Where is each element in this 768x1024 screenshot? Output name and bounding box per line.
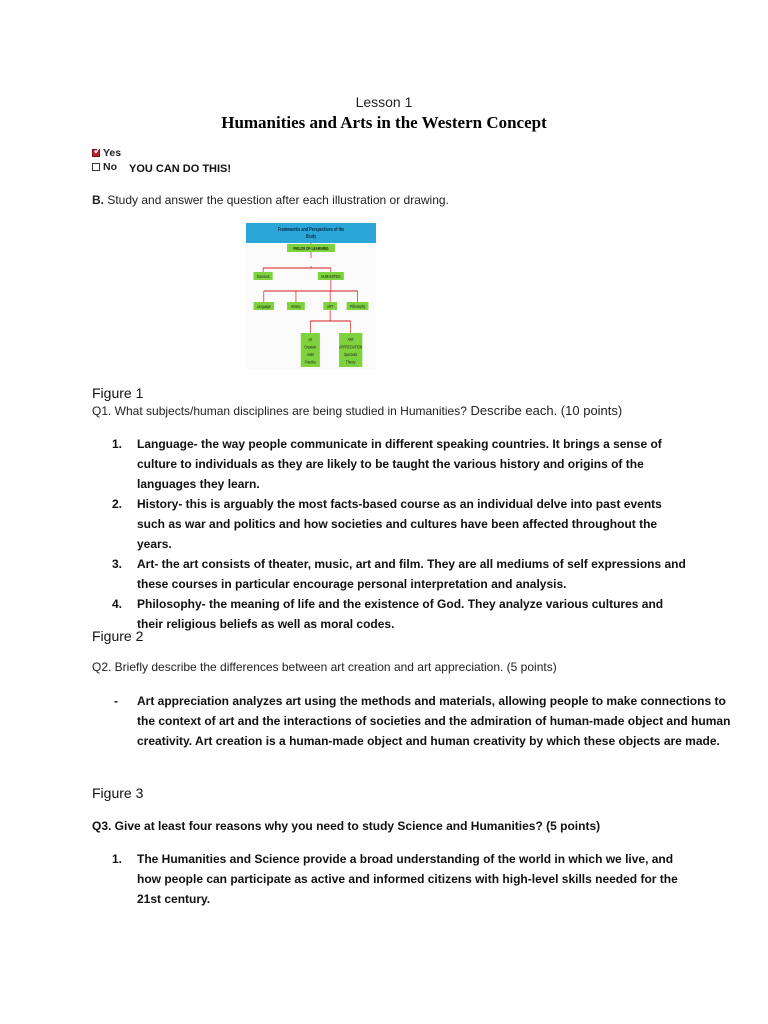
diagram-header-line2: Study — [305, 234, 317, 241]
list-item-number: 2. — [112, 497, 123, 511]
instruction — [92, 193, 449, 207]
list-item-number: 1. — [112, 852, 123, 866]
answer-2 — [92, 691, 737, 751]
diagram-header-line1: Frameworks and Perspectives of the — [277, 227, 345, 234]
instruction-prefix: B. — [92, 193, 104, 207]
list-item-text: Philosophy- the meaning of life and the existence of God. They analyze various cultures and their religious beliefs as well as moral codes. — [137, 597, 664, 631]
list-item — [92, 594, 692, 634]
art-creation-label-line: Art — [308, 336, 313, 343]
art-appreciation-label-line: ART — [347, 336, 354, 343]
empty-box-icon — [92, 163, 100, 171]
yes-option — [92, 146, 121, 160]
art-label: ART — [327, 303, 334, 310]
dash-bullet: - — [114, 694, 118, 708]
page-title: Humanities and Arts in the Western Concept — [221, 113, 547, 132]
question-3: Q3. Give at least four reasons why you need to study Science and Humanities? (5 points) — [92, 819, 601, 833]
art-creation-label-line: Creation — [304, 343, 317, 350]
motto-text: YOU CAN DO THIS! — [129, 163, 232, 175]
answer-list-3 — [92, 849, 692, 909]
fields-of-learning-label: FIELDS OF LEARNING — [293, 245, 329, 252]
art-appreciation-label-line: Spectator — [343, 351, 358, 358]
no-option — [92, 160, 121, 174]
question-2: Q2. Briefly describe the differences between art creation and art appreciation. (5 points) — [92, 660, 557, 674]
list-item-text: The Humanities and Science provide a broad understanding of the world in which we live, and how people can participate as active and informed citizens with high-level skills needed for the 21st century. — [137, 852, 678, 906]
answer-2-text: Art appreciation analyzes art using the methods and materials, allowing people to make connections to the context of art and the interactions of societies and the admiration of human-made object and human creativity. Art creation is a human-made object and human creativity by which these objects are made. — [137, 694, 731, 748]
fields-of-learning-diagram — [246, 221, 376, 369]
philosophy-label: Philosophy — [349, 303, 366, 310]
no-label: No — [103, 161, 117, 173]
yes-label: Yes — [103, 147, 122, 159]
instruction-text: Study and answer the question after each illustration or drawing. — [107, 193, 449, 207]
figure-1-heading: Figure 1 — [92, 385, 144, 401]
art-appreciation-label-line: APPRECIATION — [339, 343, 363, 350]
language-label: Language — [256, 303, 271, 310]
yes-no-checkbox-graphic — [92, 146, 121, 174]
question-1-text: Q1. What subjects/human disciplines are being studied in Humanities? — [92, 404, 467, 418]
list-item — [92, 849, 692, 909]
art-appreciation-label-line: Theory — [345, 358, 356, 365]
humanities-label: HUMANITIES — [321, 273, 341, 280]
list-item-number: 3. — [112, 557, 123, 571]
checked-box-icon — [92, 149, 100, 157]
question-1-tail: Describe each. (10 points) — [466, 403, 623, 418]
list-item — [92, 434, 692, 494]
list-item — [92, 554, 692, 594]
list-item-text: Art- the art consists of theater, music, art and film. They are all mediums of self expressions and these courses in particular encourage personal interpretation and analysis. — [137, 557, 686, 591]
art-creation-label-line: Practice — [304, 358, 316, 365]
list-item-number: 4. — [112, 597, 123, 611]
history-label: History — [291, 303, 301, 310]
figure-2-heading: Figure 2 — [92, 628, 144, 644]
sciences-label: Sciences — [256, 273, 270, 280]
list-item-text: History- this is arguably the most facts-based course as an individual delve into past events such as war and politics and how societies and cultures have been affected throughout the years. — [137, 497, 662, 551]
list-item-text: Language- the way people communicate in different speaking countries. It brings a sense of culture to individuals as they are likely to be taught the various history and origins of the languages they learn. — [137, 437, 662, 491]
answer-list-1 — [92, 434, 692, 634]
lesson-number: Lesson 1 — [355, 94, 413, 110]
figure-3-heading: Figure 3 — [92, 785, 144, 801]
art-creation-label-line: Artist — [306, 351, 314, 358]
list-item-number: 1. — [112, 437, 123, 451]
list-item — [92, 494, 692, 554]
question-1 — [92, 403, 622, 418]
